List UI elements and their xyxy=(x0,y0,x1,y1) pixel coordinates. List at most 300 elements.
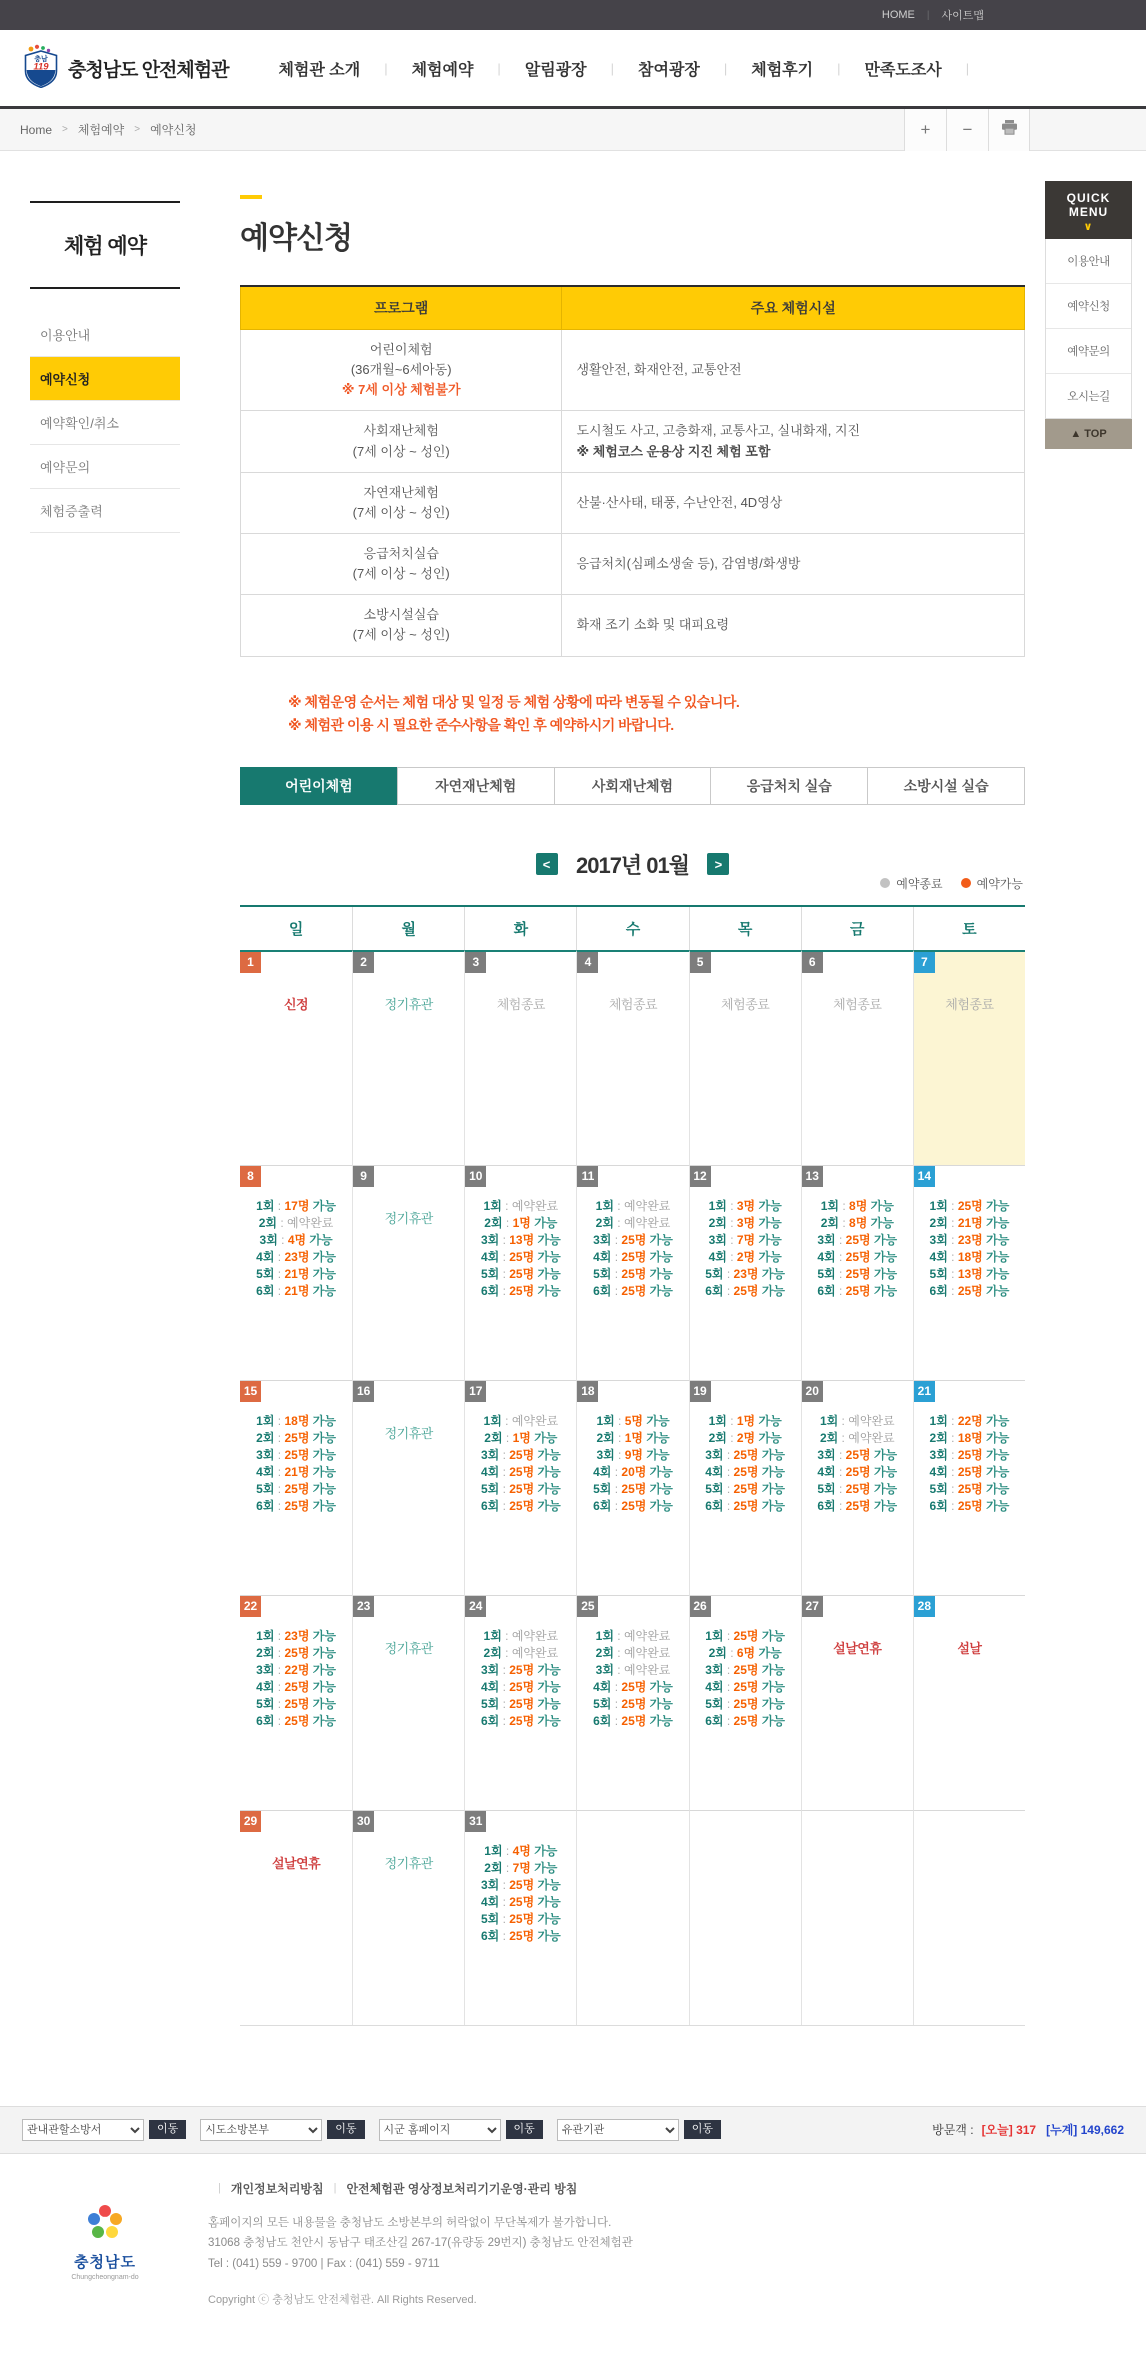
session-line[interactable] xyxy=(465,1498,576,1515)
session-available-count: 1명 xyxy=(624,1430,644,1445)
tab-item[interactable]: 응급처치 실습 xyxy=(710,767,868,805)
session-list xyxy=(577,1628,688,1730)
font-zoom-in-button[interactable]: + xyxy=(904,109,946,151)
sidebar-menu xyxy=(30,313,180,533)
calendar-day-cell[interactable] xyxy=(240,1595,352,1810)
session-line[interactable] xyxy=(465,1266,576,1283)
calendar-day-cell[interactable] xyxy=(913,1380,1025,1595)
session-line[interactable] xyxy=(914,1232,1025,1249)
session-status-available: 가능 xyxy=(982,1198,1010,1213)
session-line[interactable] xyxy=(690,1498,801,1515)
chungnam-flower-logo-icon xyxy=(83,2231,127,2248)
session-colon: : xyxy=(613,1628,624,1643)
session-colon: : xyxy=(723,1696,734,1711)
sidebar-item[interactable]: 체험증출력 xyxy=(30,489,180,533)
session-status-full: 예약완료 xyxy=(511,1645,559,1660)
session-line[interactable] xyxy=(577,1430,688,1447)
session-line[interactable] xyxy=(465,1713,576,1730)
session-line[interactable] xyxy=(465,1679,576,1696)
session-available-count: 20명 xyxy=(621,1464,647,1479)
session-colon: : xyxy=(499,1679,510,1694)
go-button[interactable]: 이동 xyxy=(149,2120,186,2139)
session-line[interactable] xyxy=(802,1232,913,1249)
session-available-count: 23명 xyxy=(284,1249,310,1264)
session-line[interactable] xyxy=(465,1215,576,1232)
session-colon: : xyxy=(611,1249,622,1264)
session-line[interactable] xyxy=(465,1928,576,1945)
session-status-available: 가능 xyxy=(643,1413,670,1428)
facility-description: 응급처치(심폐소생술 등), 감염병/화생방 xyxy=(576,556,801,572)
session-status-available: 가능 xyxy=(534,1679,561,1694)
session-round: 3회 xyxy=(705,1662,724,1677)
calendar-day-cell[interactable] xyxy=(689,1595,801,1810)
go-button[interactable]: 이동 xyxy=(684,2120,721,2139)
session-line[interactable] xyxy=(690,1679,801,1696)
separator: | xyxy=(965,60,970,76)
session-available-count: 25명 xyxy=(957,1464,983,1479)
session-round: 5회 xyxy=(929,1481,948,1496)
session-round: 2회 xyxy=(483,1645,502,1660)
session-status-available: 가능 xyxy=(867,1198,894,1213)
session-line[interactable] xyxy=(240,1628,352,1645)
session-line[interactable] xyxy=(465,1430,576,1447)
sidebar-item[interactable]: 예약확인/취소 xyxy=(30,401,180,445)
session-round: 6회 xyxy=(480,1713,500,1728)
session-line[interactable] xyxy=(802,1266,913,1283)
session-line[interactable] xyxy=(240,1232,352,1249)
session-round: 3회 xyxy=(256,1662,275,1677)
session-line[interactable] xyxy=(465,1198,576,1215)
session-round: 6회 xyxy=(480,1928,500,1943)
breadcrumb-bar xyxy=(0,109,1146,151)
session-line[interactable] xyxy=(690,1447,801,1464)
calendar-day-cell[interactable] xyxy=(464,1165,576,1380)
breadcrumb-item[interactable]: Home xyxy=(20,122,53,137)
session-status-available: 가능 xyxy=(534,1877,561,1892)
session-status-available: 가능 xyxy=(309,1430,336,1445)
session-line[interactable] xyxy=(690,1430,801,1447)
session-line[interactable] xyxy=(240,1498,352,1515)
footer-text-line: 홈페이지의 모든 내용물을 충청남도 소방본부의 허락없이 무단복제가 불가합니다. xyxy=(208,2216,612,2229)
session-round: 6회 xyxy=(929,1283,948,1298)
sidebar-item[interactable]: 이용안내 xyxy=(30,313,180,357)
calendar-day-cell[interactable] xyxy=(464,1380,576,1595)
go-button[interactable]: 이동 xyxy=(327,2120,364,2139)
session-colon: : xyxy=(501,1413,512,1428)
session-line[interactable] xyxy=(802,1481,913,1498)
session-colon: : xyxy=(499,1877,510,1892)
day-note: 정기휴관 xyxy=(384,1210,433,1226)
day-number-badge: 4 xyxy=(577,952,598,973)
session-line[interactable] xyxy=(914,1447,1025,1464)
quick-menu-item[interactable]: 오시는길 xyxy=(1067,391,1110,403)
session-line[interactable] xyxy=(914,1283,1025,1300)
session-line[interactable] xyxy=(465,1464,576,1481)
session-round: 4회 xyxy=(256,1679,275,1694)
session-colon: : xyxy=(499,1696,510,1711)
breadcrumb-separator: > xyxy=(62,124,68,135)
session-colon: : xyxy=(611,1266,622,1281)
session-round: 4회 xyxy=(480,1679,500,1694)
program-table-row xyxy=(241,472,1025,533)
go-button[interactable]: 이동 xyxy=(506,2120,543,2139)
session-status-available: 가능 xyxy=(306,1232,333,1247)
session-colon: : xyxy=(274,1679,285,1694)
program-age-range: (36개월~6세아동) xyxy=(350,362,452,378)
session-line[interactable] xyxy=(802,1215,913,1232)
session-line[interactable] xyxy=(802,1447,913,1464)
quick-menu-item[interactable]: 예약신청 xyxy=(1046,284,1131,329)
program-facility-cell xyxy=(562,411,1025,472)
session-line[interactable] xyxy=(465,1645,576,1662)
session-available-count: 25명 xyxy=(733,1481,759,1496)
related-site-select[interactable] xyxy=(557,2119,679,2141)
tab-item[interactable]: 사회재난체험 xyxy=(554,767,712,805)
session-line[interactable] xyxy=(577,1645,688,1662)
session-colon: : xyxy=(835,1464,846,1479)
calendar-day-cell[interactable] xyxy=(689,1165,801,1380)
session-status-available: 가능 xyxy=(758,1283,786,1298)
session-line[interactable] xyxy=(465,1696,576,1713)
session-round: 1회 xyxy=(256,1413,275,1428)
session-round: 5회 xyxy=(256,1696,275,1711)
session-line[interactable] xyxy=(465,1249,576,1266)
session-status-available: 가능 xyxy=(534,1713,561,1728)
session-available-count: 6명 xyxy=(736,1645,756,1660)
nav-item[interactable]: 체험후기 xyxy=(751,61,814,79)
day-number-badge: 16 xyxy=(353,1381,374,1402)
calendar-day-cell[interactable] xyxy=(576,1595,688,1810)
session-available-count: 25명 xyxy=(845,1232,871,1247)
session-available-count: 25명 xyxy=(845,1283,871,1298)
calendar-day-cell[interactable] xyxy=(576,1165,688,1380)
session-line[interactable] xyxy=(465,1911,576,1928)
day-number-badge: 26 xyxy=(690,1596,711,1617)
calendar-day-cell[interactable] xyxy=(801,1165,913,1380)
related-site-select[interactable] xyxy=(200,2119,322,2141)
session-line[interactable] xyxy=(240,1662,352,1679)
session-line[interactable] xyxy=(914,1266,1025,1283)
day-number-badge: 29 xyxy=(240,1811,261,1832)
session-available-count: 25명 xyxy=(284,1696,310,1711)
session-line[interactable] xyxy=(690,1662,801,1679)
session-colon: : xyxy=(726,1215,737,1230)
footer-address-block xyxy=(208,2213,633,2275)
nav-item[interactable]: 체험예약 xyxy=(411,61,474,79)
session-available-count: 25명 xyxy=(733,1498,759,1513)
calendar-day-cell[interactable] xyxy=(801,1380,913,1595)
session-colon: : xyxy=(947,1447,958,1462)
session-colon: : xyxy=(613,1645,624,1660)
quick-menu xyxy=(1045,181,1132,449)
session-colon: : xyxy=(611,1679,622,1694)
session-round: 3회 xyxy=(480,1877,500,1892)
session-round: 2회 xyxy=(256,1430,275,1445)
session-colon: : xyxy=(611,1283,622,1298)
session-colon: : xyxy=(947,1215,958,1230)
session-available-count: 7명 xyxy=(512,1860,531,1875)
nav-item[interactable]: 참여광장 xyxy=(638,61,700,79)
day-note: 체험종료 xyxy=(945,996,994,1012)
program-name: 소방시설실습 xyxy=(363,607,439,623)
session-line[interactable] xyxy=(802,1413,913,1430)
back-to-top-button[interactable] xyxy=(1045,419,1132,449)
session-available-count: 23명 xyxy=(733,1266,759,1281)
session-line[interactable] xyxy=(914,1249,1025,1266)
session-available-count: 25명 xyxy=(733,1713,759,1728)
session-line[interactable] xyxy=(690,1696,801,1713)
session-line[interactable] xyxy=(240,1283,352,1300)
footer-link[interactable]: 안전체험관 영상정보처리기기운영·관리 방침 xyxy=(346,2181,578,2196)
session-colon: : xyxy=(499,1928,510,1943)
session-line[interactable] xyxy=(577,1498,688,1515)
breadcrumb-item[interactable]: 예약신청 xyxy=(150,123,197,137)
session-line[interactable] xyxy=(465,1894,576,1911)
session-colon: : xyxy=(611,1696,622,1711)
session-line[interactable] xyxy=(577,1713,688,1730)
session-list xyxy=(802,1413,913,1515)
calendar-day-cell[interactable] xyxy=(576,1380,688,1595)
tab-item[interactable]: 자연재난체험 xyxy=(397,767,555,805)
session-line[interactable] xyxy=(577,1447,688,1464)
day-note: 정기휴관 xyxy=(384,1855,433,1871)
legend-dot-icon xyxy=(961,878,971,888)
nav-item[interactable]: 알림광장 xyxy=(524,61,587,79)
program-age-range: (7세 이상 ~ 성인) xyxy=(352,627,450,643)
session-status-available: 가능 xyxy=(309,1628,336,1643)
font-zoom-out-button[interactable]: − xyxy=(946,109,988,151)
session-line[interactable] xyxy=(240,1215,352,1232)
session-available-count: 25명 xyxy=(284,1430,310,1445)
next-month-button[interactable]: > xyxy=(707,853,729,875)
session-status-available: 가능 xyxy=(758,1679,786,1694)
session-line[interactable] xyxy=(577,1481,688,1498)
topbar-link[interactable]: 사이트맵 xyxy=(941,10,984,22)
prev-month-button[interactable]: < xyxy=(536,853,558,875)
site-logo[interactable] xyxy=(22,44,228,93)
session-round: 1회 xyxy=(596,1413,615,1428)
session-round: 2회 xyxy=(708,1430,727,1445)
session-line[interactable] xyxy=(465,1877,576,1894)
session-colon: : xyxy=(274,1447,285,1462)
session-line[interactable] xyxy=(802,1498,913,1515)
session-line[interactable] xyxy=(240,1645,352,1662)
session-line[interactable] xyxy=(465,1628,576,1645)
session-status-available: 가능 xyxy=(758,1481,786,1496)
session-colon: : xyxy=(499,1266,510,1281)
session-line[interactable] xyxy=(577,1696,688,1713)
program-name-cell xyxy=(241,472,562,533)
session-line[interactable] xyxy=(465,1447,576,1464)
session-line[interactable] xyxy=(690,1198,801,1215)
session-available-count: 25명 xyxy=(509,1464,535,1479)
facility-description-note: ※ 체험코스 운용상 지진 체험 포함 xyxy=(576,443,771,459)
calendar-day-cell[interactable] xyxy=(240,1380,352,1595)
calendar-day-cell[interactable] xyxy=(689,1380,801,1595)
session-line[interactable] xyxy=(914,1413,1025,1430)
related-site-select[interactable] xyxy=(22,2119,144,2141)
session-line[interactable] xyxy=(465,1283,576,1300)
session-line[interactable] xyxy=(690,1628,801,1645)
session-round: 1회 xyxy=(595,1628,614,1643)
day-number-badge: 20 xyxy=(802,1381,823,1402)
topbar-link[interactable]: HOME xyxy=(881,9,915,21)
session-line[interactable] xyxy=(577,1628,688,1645)
quick-menu-item[interactable]: 이용안내 xyxy=(1046,239,1131,284)
session-line[interactable] xyxy=(577,1249,688,1266)
sidebar-item[interactable]: 예약문의 xyxy=(30,445,180,489)
session-round: 6회 xyxy=(593,1283,612,1298)
session-status-available: 가능 xyxy=(870,1266,898,1281)
session-colon: : xyxy=(611,1481,622,1496)
session-line[interactable] xyxy=(577,1413,688,1430)
session-line[interactable] xyxy=(240,1413,352,1430)
session-colon: : xyxy=(274,1413,285,1428)
session-available-count: 4명 xyxy=(287,1232,307,1247)
session-status-available: 가능 xyxy=(646,1713,673,1728)
session-line[interactable] xyxy=(690,1215,801,1232)
session-line[interactable] xyxy=(240,1266,352,1283)
session-line[interactable] xyxy=(577,1283,688,1300)
session-status-available: 가능 xyxy=(870,1464,898,1479)
session-status-available: 가능 xyxy=(646,1266,673,1281)
session-line[interactable] xyxy=(914,1464,1025,1481)
day-note: 설날 xyxy=(957,1640,982,1656)
session-available-count: 7명 xyxy=(736,1232,756,1247)
session-line[interactable] xyxy=(914,1481,1025,1498)
calendar-day-cell[interactable] xyxy=(464,1810,576,2025)
session-colon: : xyxy=(277,1215,288,1230)
session-line[interactable] xyxy=(802,1464,913,1481)
session-line[interactable] xyxy=(577,1266,688,1283)
session-line[interactable] xyxy=(690,1266,801,1283)
session-status-available: 가능 xyxy=(870,1232,898,1247)
tab-item[interactable]: 소방시설 실습 xyxy=(867,767,1025,805)
session-colon: : xyxy=(502,1430,513,1445)
session-line[interactable] xyxy=(690,1481,801,1498)
session-colon: : xyxy=(835,1447,846,1462)
session-line[interactable] xyxy=(690,1645,801,1662)
session-line[interactable] xyxy=(802,1249,913,1266)
session-line[interactable] xyxy=(802,1283,913,1300)
site-header xyxy=(0,30,1146,109)
calendar-day-cell[interactable] xyxy=(913,1165,1025,1380)
program-table-body xyxy=(241,330,1025,657)
session-status-available: 가능 xyxy=(646,1498,673,1513)
session-status-available: 가능 xyxy=(309,1249,336,1264)
session-line[interactable] xyxy=(690,1232,801,1249)
separator: | xyxy=(723,60,728,76)
session-status-available: 가능 xyxy=(309,1413,336,1428)
calendar-day-cell[interactable] xyxy=(240,1165,352,1380)
session-line[interactable] xyxy=(690,1713,801,1730)
session-round: 2회 xyxy=(595,1645,614,1660)
session-line[interactable] xyxy=(240,1713,352,1730)
session-line[interactable] xyxy=(914,1498,1025,1515)
program-table xyxy=(240,285,1025,657)
footer-link[interactable]: 개인정보처리방침 xyxy=(230,2181,324,2196)
related-site-select[interactable] xyxy=(379,2119,501,2141)
session-line[interactable] xyxy=(577,1198,688,1215)
breadcrumb xyxy=(0,121,196,138)
facility-description: 도시철도 사고, 고층화재, 교통사고, 실내화재, 지진 xyxy=(576,423,861,439)
calendar-legend xyxy=(862,875,1023,892)
session-line[interactable] xyxy=(577,1662,688,1679)
session-line[interactable] xyxy=(577,1679,688,1696)
session-status-available: 가능 xyxy=(534,1928,561,1943)
session-available-count: 25명 xyxy=(621,1713,647,1728)
session-line[interactable] xyxy=(240,1430,352,1447)
session-colon: : xyxy=(274,1249,285,1264)
breadcrumb-tools xyxy=(904,109,1030,151)
session-available-count: 25명 xyxy=(733,1283,759,1298)
session-line[interactable] xyxy=(914,1215,1025,1232)
legend-item xyxy=(961,875,1023,892)
session-line[interactable] xyxy=(240,1249,352,1266)
session-line[interactable] xyxy=(240,1679,352,1696)
session-line[interactable] xyxy=(465,1860,576,1877)
session-line[interactable] xyxy=(690,1464,801,1481)
session-line[interactable] xyxy=(465,1481,576,1498)
session-round: 5회 xyxy=(705,1696,724,1711)
program-name: 사회재난체험 xyxy=(363,423,439,439)
session-line[interactable] xyxy=(240,1447,352,1464)
breadcrumb-item[interactable]: 체험예약 xyxy=(77,123,125,137)
session-round: 5회 xyxy=(929,1266,948,1281)
session-line[interactable] xyxy=(240,1464,352,1481)
session-line[interactable] xyxy=(690,1283,801,1300)
session-line[interactable] xyxy=(914,1430,1025,1447)
session-available-count: 25명 xyxy=(957,1198,983,1213)
session-line[interactable] xyxy=(240,1198,352,1215)
session-round: 6회 xyxy=(817,1498,836,1513)
sidebar-item[interactable]: 예약신청 xyxy=(30,357,180,401)
session-colon: : xyxy=(835,1232,846,1247)
session-round: 6회 xyxy=(256,1713,275,1728)
calendar-day-cell[interactable] xyxy=(464,1595,576,1810)
session-round: 4회 xyxy=(480,1464,500,1479)
session-round: 6회 xyxy=(256,1283,275,1298)
session-list xyxy=(465,1198,576,1300)
session-line[interactable] xyxy=(802,1198,913,1215)
session-line[interactable] xyxy=(465,1843,576,1860)
session-colon: : xyxy=(274,1662,285,1677)
session-line[interactable] xyxy=(465,1662,576,1679)
breadcrumb-separator: > xyxy=(134,124,141,135)
calendar-day-cell xyxy=(689,950,801,1165)
session-line[interactable] xyxy=(465,1232,576,1249)
session-status-available: 가능 xyxy=(643,1447,670,1462)
tab-active[interactable]: 어린이체험 xyxy=(240,767,398,805)
nav-item[interactable]: 만족도조사 xyxy=(864,61,942,79)
session-line[interactable] xyxy=(577,1215,688,1232)
session-line[interactable] xyxy=(465,1413,576,1430)
session-line[interactable] xyxy=(690,1413,801,1430)
session-line[interactable] xyxy=(690,1249,801,1266)
day-number-badge: 13 xyxy=(802,1166,823,1187)
nav-item[interactable]: 체험관 소개 xyxy=(278,61,361,79)
session-line[interactable] xyxy=(240,1696,352,1713)
session-line[interactable] xyxy=(802,1430,913,1447)
session-line[interactable] xyxy=(577,1232,688,1249)
print-button[interactable] xyxy=(988,109,1030,151)
notices xyxy=(240,691,1025,737)
session-status-available: 가능 xyxy=(530,1860,558,1875)
session-line[interactable] xyxy=(240,1481,352,1498)
session-line[interactable] xyxy=(914,1198,1025,1215)
session-line[interactable] xyxy=(577,1464,688,1481)
quick-menu-item[interactable]: 예약문의 xyxy=(1046,329,1131,374)
